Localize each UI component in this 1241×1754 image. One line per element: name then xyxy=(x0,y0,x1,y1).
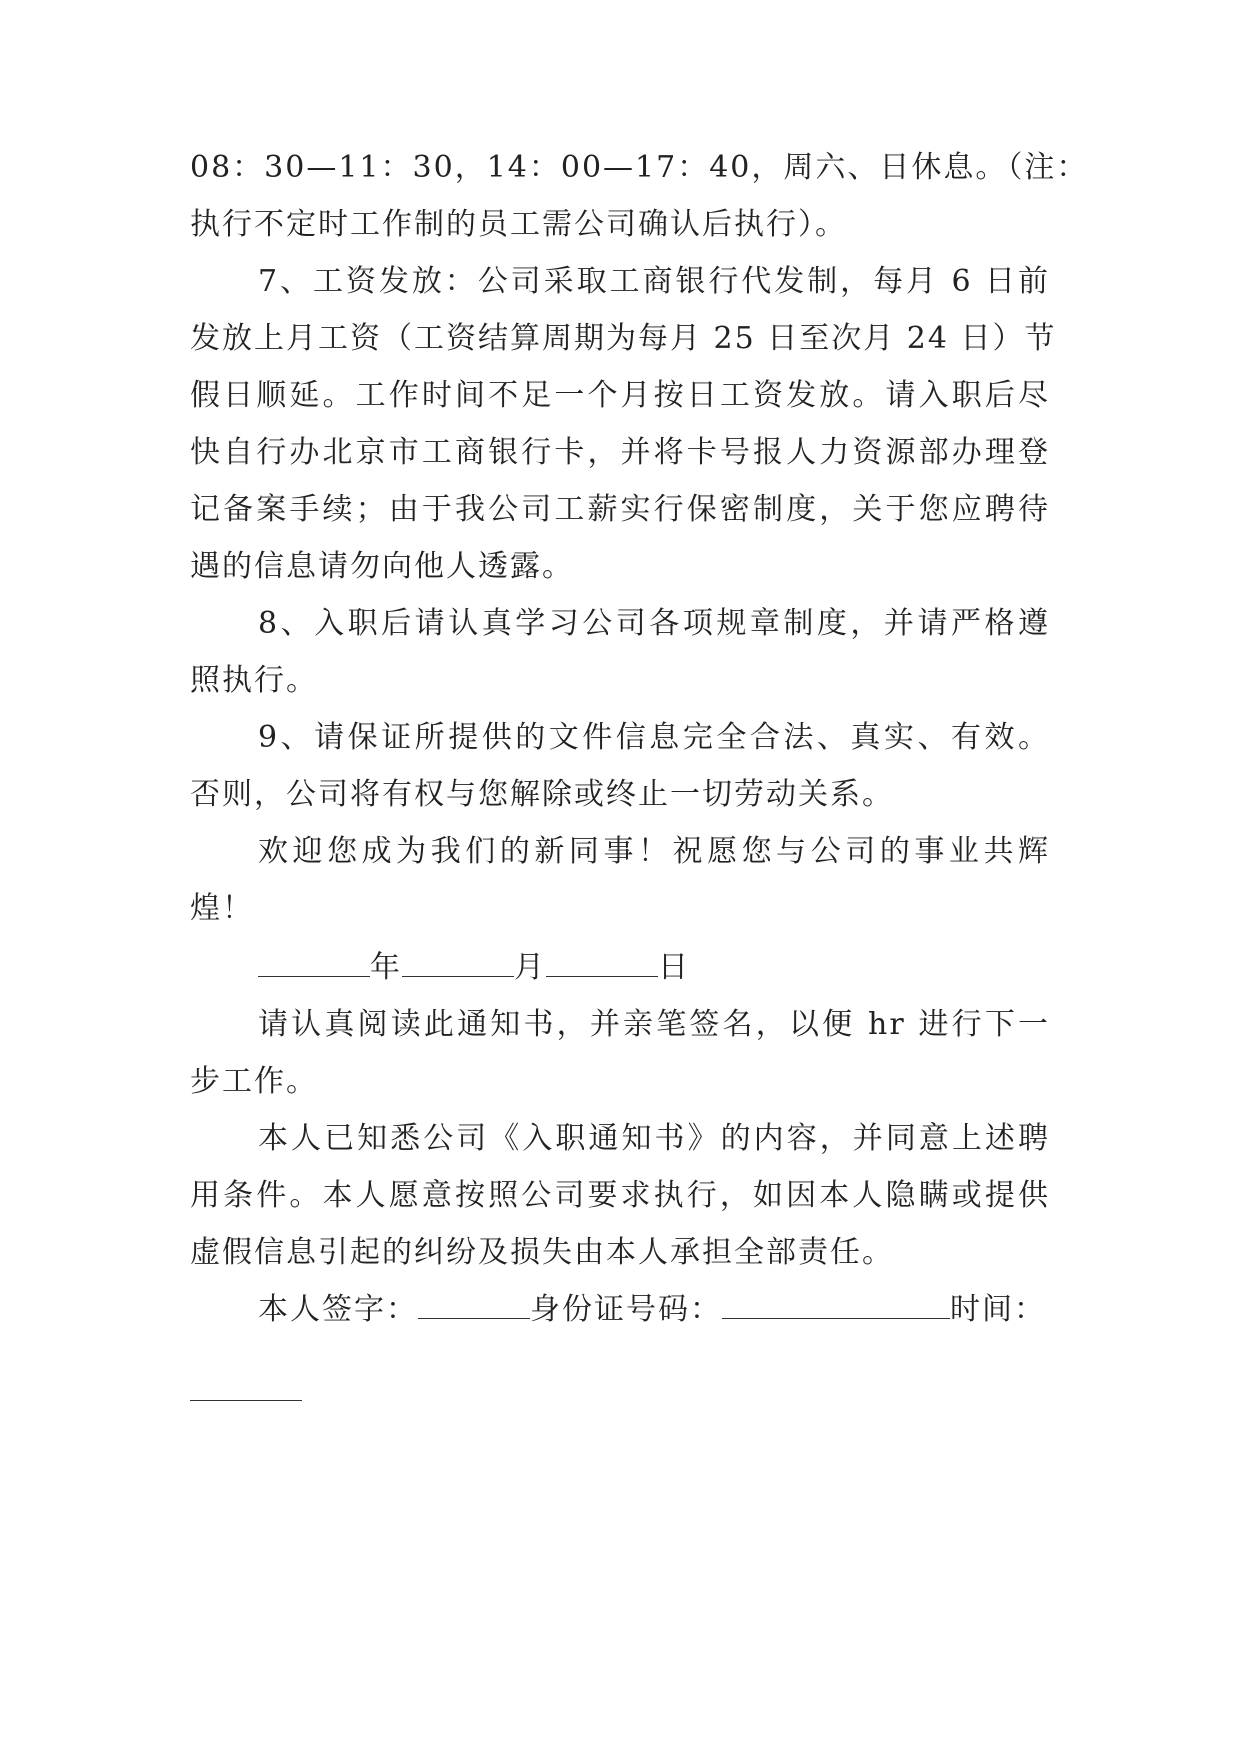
paragraph-7-line: 遇的信息请勿向他人透露。 xyxy=(190,549,574,584)
welcome-line: 煌！ xyxy=(190,891,254,926)
instruction-line: 步工作。 xyxy=(190,1064,318,1099)
time-label: 时间： xyxy=(950,1292,1046,1327)
day-label: 日 xyxy=(658,950,690,985)
day-blank[interactable] xyxy=(546,948,658,977)
instruction-line: 请认真阅读此通知书，并亲笔签名，以便 hr 进行下一 xyxy=(258,1007,1050,1042)
paragraph-7-line: 记备案手续；由于我公司工薪实行保密制度，关于您应聘待 xyxy=(190,492,1050,527)
date-line xyxy=(258,948,1050,988)
paragraph-7-line: 假日顺延。工作时间不足一个月按日工资发放。请入职后尽 xyxy=(190,378,1050,413)
id-number-blank[interactable] xyxy=(722,1290,950,1319)
paragraph-8-line: 照执行。 xyxy=(190,663,318,698)
id-number-label: 身份证号码： xyxy=(530,1292,722,1327)
paragraph-8-line: 8、入职后请认真学习公司各项规章制度，并请严格遵 xyxy=(258,606,1050,641)
acknowledgement-line: 本人已知悉公司《入职通知书》的内容，并同意上述聘 xyxy=(258,1121,1050,1156)
paragraph-9-line: 9、请保证所提供的文件信息完全合法、真实、有效。 xyxy=(258,720,1050,755)
paragraph-9-line: 否则，公司将有权与您解除或终止一切劳动关系。 xyxy=(190,777,894,812)
time-blank[interactable] xyxy=(190,1400,302,1401)
year-blank[interactable] xyxy=(258,948,370,977)
welcome-line: 欢迎您成为我们的新同事！祝愿您与公司的事业共辉 xyxy=(258,834,1050,869)
signature-line xyxy=(258,1290,1050,1330)
paragraph-7-line: 7、工资发放：公司采取工商银行代发制，每月 6 日前 xyxy=(258,264,1050,299)
paragraph-7-line: 发放上月工资（工资结算周期为每月 25 日至次月 24 日）节 xyxy=(190,321,1057,356)
signature-blank[interactable] xyxy=(418,1290,530,1319)
text-line: 执行不定时工作制的员工需公司确认后执行）。 xyxy=(190,207,847,242)
signature-label: 本人签字： xyxy=(258,1292,418,1327)
acknowledgement-line: 用条件。本人愿意按照公司要求执行，如因本人隐瞒或提供 xyxy=(190,1178,1050,1213)
text-line: 08：30—11：30，14：00—17：40，周六、日休息。（注： xyxy=(190,150,1089,185)
month-blank[interactable] xyxy=(402,948,514,977)
paragraph-7-line: 快自行办北京市工商银行卡，并将卡号报人力资源部办理登 xyxy=(190,435,1050,470)
year-label: 年 xyxy=(370,950,402,985)
month-label: 月 xyxy=(514,950,546,985)
acknowledgement-line: 虚假信息引起的纠纷及损失由本人承担全部责任。 xyxy=(190,1235,894,1270)
